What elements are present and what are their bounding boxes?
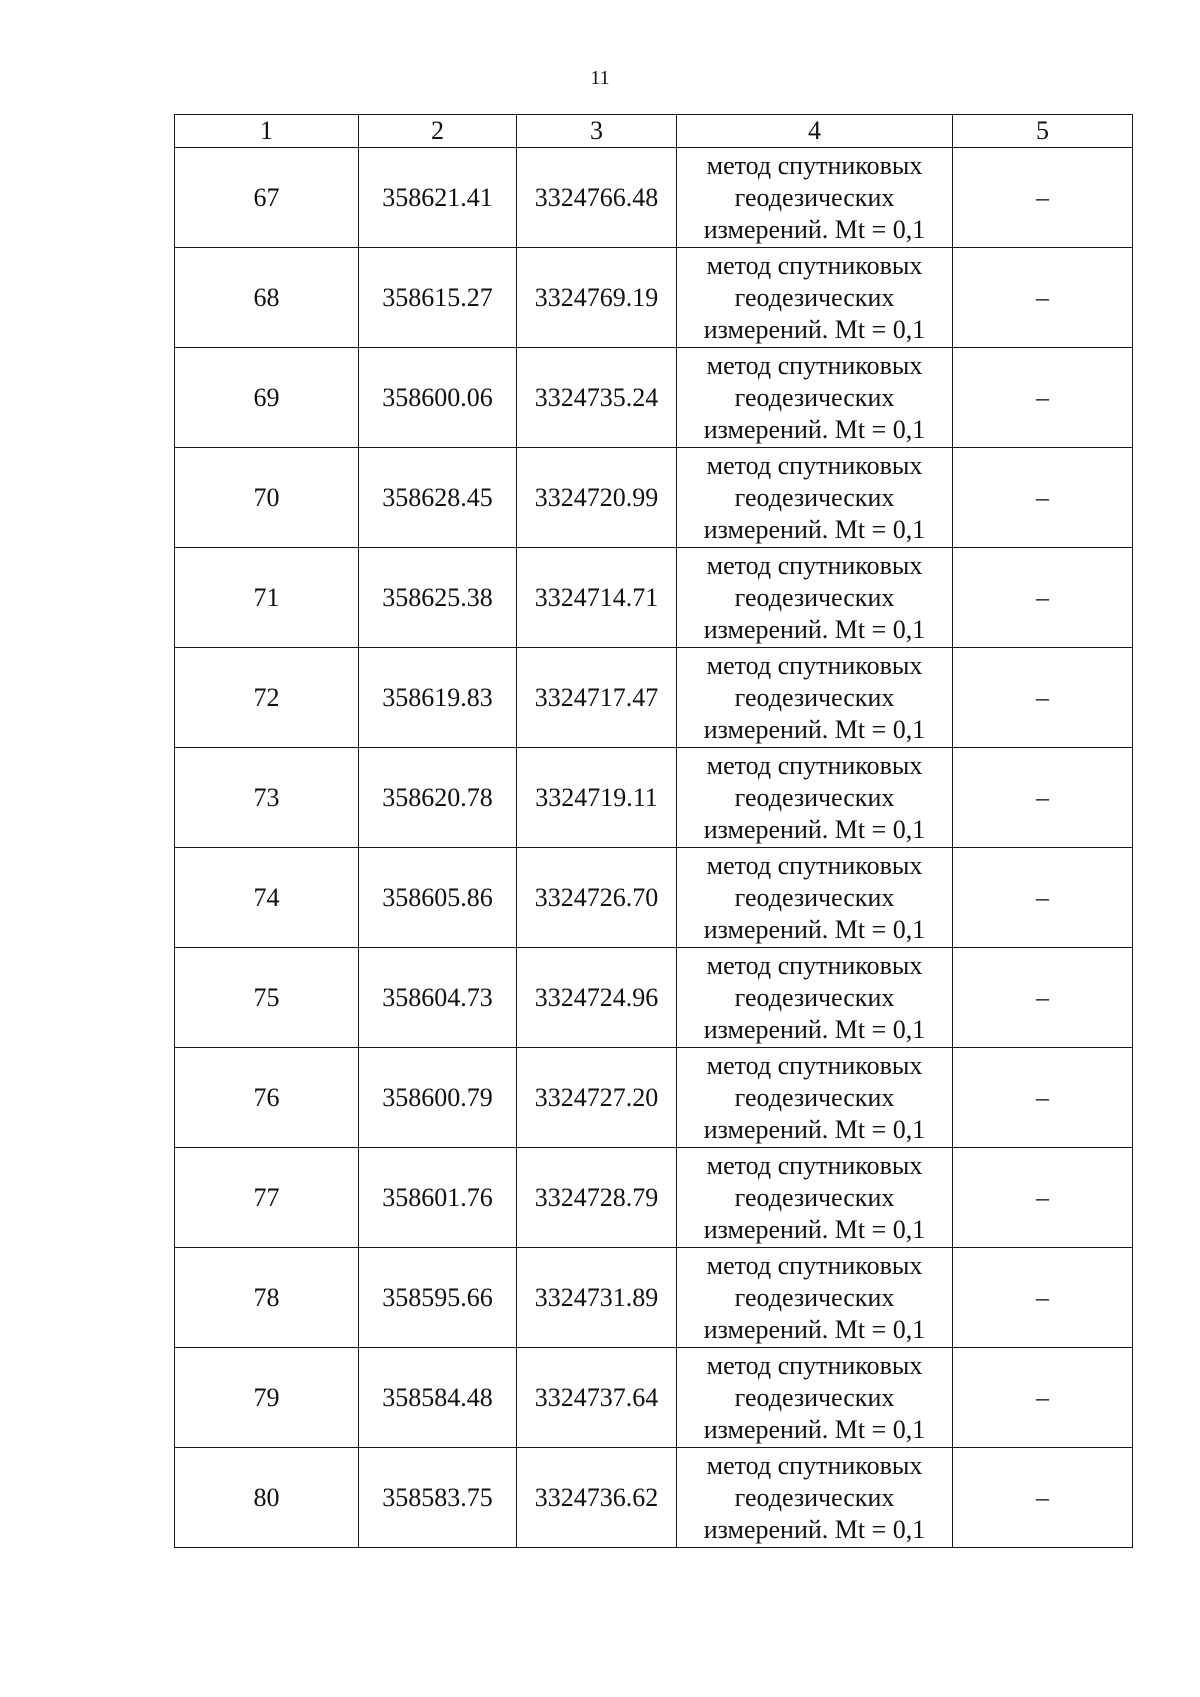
y-coordinate-cell: 3324769.19 [517, 248, 677, 348]
method-line: метод спутниковых [706, 350, 923, 380]
note-cell: – [953, 448, 1133, 548]
method-line: метод спутниковых [706, 450, 923, 480]
y-coordinate-cell: 3324728.79 [517, 1148, 677, 1248]
method-line: метод спутниковых [706, 650, 923, 680]
method-line: метод спутниковых [706, 1050, 923, 1080]
point-number-cell: 72 [175, 648, 359, 748]
method-line: измерений. Mt = 0,1 [703, 1014, 926, 1044]
method-line: измерений. Mt = 0,1 [703, 1314, 926, 1344]
x-coordinate-cell: 358601.76 [359, 1148, 517, 1248]
point-number-cell: 76 [175, 1048, 359, 1148]
method-line: метод спутниковых [706, 750, 923, 780]
point-number-cell: 70 [175, 448, 359, 548]
x-coordinate-cell: 358605.86 [359, 848, 517, 948]
method-line: геодезических [734, 382, 895, 412]
point-number-cell: 79 [175, 1348, 359, 1448]
point-number-cell: 75 [175, 948, 359, 1048]
y-coordinate-cell: 3324736.62 [517, 1448, 677, 1548]
y-coordinate-cell: 3324731.89 [517, 1248, 677, 1348]
table-row [175, 148, 1133, 248]
method-cell [677, 1048, 953, 1148]
point-number-cell: 73 [175, 748, 359, 848]
note-cell: – [953, 548, 1133, 648]
x-coordinate-cell: 358625.38 [359, 548, 517, 648]
method-cell [677, 948, 953, 1048]
point-number-cell: 67 [175, 148, 359, 248]
x-coordinate-cell: 358600.06 [359, 348, 517, 448]
method-cell [677, 148, 953, 248]
x-coordinate-cell: 358620.78 [359, 748, 517, 848]
method-line: геодезических [734, 682, 895, 712]
y-coordinate-cell: 3324766.48 [517, 148, 677, 248]
method-line: измерений. Mt = 0,1 [703, 714, 926, 744]
point-number-cell: 71 [175, 548, 359, 648]
method-line: геодезических [734, 182, 895, 212]
method-line: метод спутниковых [706, 950, 923, 980]
table-row [175, 1048, 1133, 1148]
note-cell: – [953, 348, 1133, 448]
method-cell [677, 1248, 953, 1348]
x-coordinate-cell: 358628.45 [359, 448, 517, 548]
note-cell: – [953, 948, 1133, 1048]
header-row [175, 115, 1133, 148]
method-line: геодезических [734, 1382, 895, 1412]
point-number-cell: 77 [175, 1148, 359, 1248]
method-line: метод спутниковых [706, 250, 923, 280]
method-cell [677, 1148, 953, 1248]
method-line: измерений. Mt = 0,1 [703, 614, 926, 644]
method-cell [677, 748, 953, 848]
method-line: метод спутниковых [706, 1250, 923, 1280]
y-coordinate-cell: 3324737.64 [517, 1348, 677, 1448]
y-coordinate-cell: 3324714.71 [517, 548, 677, 648]
note-cell: – [953, 1348, 1133, 1448]
x-coordinate-cell: 358604.73 [359, 948, 517, 1048]
column-header-3: 3 [517, 115, 677, 148]
method-line: геодезических [734, 282, 895, 312]
note-cell: – [953, 848, 1133, 948]
point-number-cell: 68 [175, 248, 359, 348]
method-cell [677, 1448, 953, 1548]
method-line: метод спутниковых [706, 1150, 923, 1180]
note-cell: – [953, 1048, 1133, 1148]
table-row [175, 548, 1133, 648]
method-line: геодезических [734, 482, 895, 512]
table-row [175, 248, 1133, 348]
point-number-cell: 69 [175, 348, 359, 448]
x-coordinate-cell: 358584.48 [359, 1348, 517, 1448]
column-header-2: 2 [359, 115, 517, 148]
method-line: измерений. Mt = 0,1 [703, 1214, 926, 1244]
table-row [175, 648, 1133, 748]
table-row [175, 1148, 1133, 1248]
method-cell [677, 1348, 953, 1448]
table-row [175, 848, 1133, 948]
y-coordinate-cell: 3324726.70 [517, 848, 677, 948]
y-coordinate-cell: 3324719.11 [517, 748, 677, 848]
column-header-1: 1 [175, 115, 359, 148]
page-number: 11 [590, 67, 610, 89]
method-line: геодезических [734, 1182, 895, 1212]
table-row [175, 348, 1133, 448]
method-line: измерений. Mt = 0,1 [703, 314, 926, 344]
column-header-5: 5 [953, 115, 1133, 148]
method-line: измерений. Mt = 0,1 [703, 214, 926, 244]
method-line: измерений. Mt = 0,1 [703, 1514, 926, 1544]
method-line: измерений. Mt = 0,1 [703, 514, 926, 544]
table-row [175, 1448, 1133, 1548]
method-line: измерений. Mt = 0,1 [703, 914, 926, 944]
method-line: метод спутниковых [706, 1450, 923, 1480]
method-cell [677, 648, 953, 748]
method-cell [677, 248, 953, 348]
x-coordinate-cell: 358621.41 [359, 148, 517, 248]
method-line: измерений. Mt = 0,1 [703, 1414, 926, 1444]
method-cell [677, 848, 953, 948]
table-row [175, 1348, 1133, 1448]
method-line: геодезических [734, 1282, 895, 1312]
table-header [175, 115, 1133, 148]
method-line: измерений. Mt = 0,1 [703, 814, 926, 844]
table-row [175, 748, 1133, 848]
method-line: метод спутниковых [706, 550, 923, 580]
note-cell: – [953, 1448, 1133, 1548]
y-coordinate-cell: 3324717.47 [517, 648, 677, 748]
note-cell: – [953, 148, 1133, 248]
method-line: геодезических [734, 882, 895, 912]
method-line: измерений. Mt = 0,1 [703, 1114, 926, 1144]
method-cell [677, 448, 953, 548]
method-line: геодезических [734, 782, 895, 812]
table-body [175, 148, 1133, 1548]
note-cell: – [953, 648, 1133, 748]
x-coordinate-cell: 358619.83 [359, 648, 517, 748]
method-cell [677, 348, 953, 448]
column-header-4: 4 [677, 115, 953, 148]
point-number-cell: 78 [175, 1248, 359, 1348]
method-line: геодезических [734, 982, 895, 1012]
method-line: геодезических [734, 1082, 895, 1112]
method-line: геодезических [734, 582, 895, 612]
method-line: измерений. Mt = 0,1 [703, 414, 926, 444]
table-row [175, 448, 1133, 548]
x-coordinate-cell: 358583.75 [359, 1448, 517, 1548]
method-line: метод спутниковых [706, 150, 923, 180]
coordinates-table [174, 114, 1133, 1548]
note-cell: – [953, 748, 1133, 848]
note-cell: – [953, 248, 1133, 348]
note-cell: – [953, 1248, 1133, 1348]
point-number-cell: 80 [175, 1448, 359, 1548]
point-number-cell: 74 [175, 848, 359, 948]
y-coordinate-cell: 3324727.20 [517, 1048, 677, 1148]
note-cell: – [953, 1148, 1133, 1248]
y-coordinate-cell: 3324735.24 [517, 348, 677, 448]
method-line: метод спутниковых [706, 850, 923, 880]
table-row [175, 1248, 1133, 1348]
x-coordinate-cell: 358600.79 [359, 1048, 517, 1148]
table-row [175, 948, 1133, 1048]
method-line: метод спутниковых [706, 1350, 923, 1380]
x-coordinate-cell: 358615.27 [359, 248, 517, 348]
y-coordinate-cell: 3324724.96 [517, 948, 677, 1048]
x-coordinate-cell: 358595.66 [359, 1248, 517, 1348]
method-cell [677, 548, 953, 648]
method-line: геодезических [734, 1482, 895, 1512]
y-coordinate-cell: 3324720.99 [517, 448, 677, 548]
